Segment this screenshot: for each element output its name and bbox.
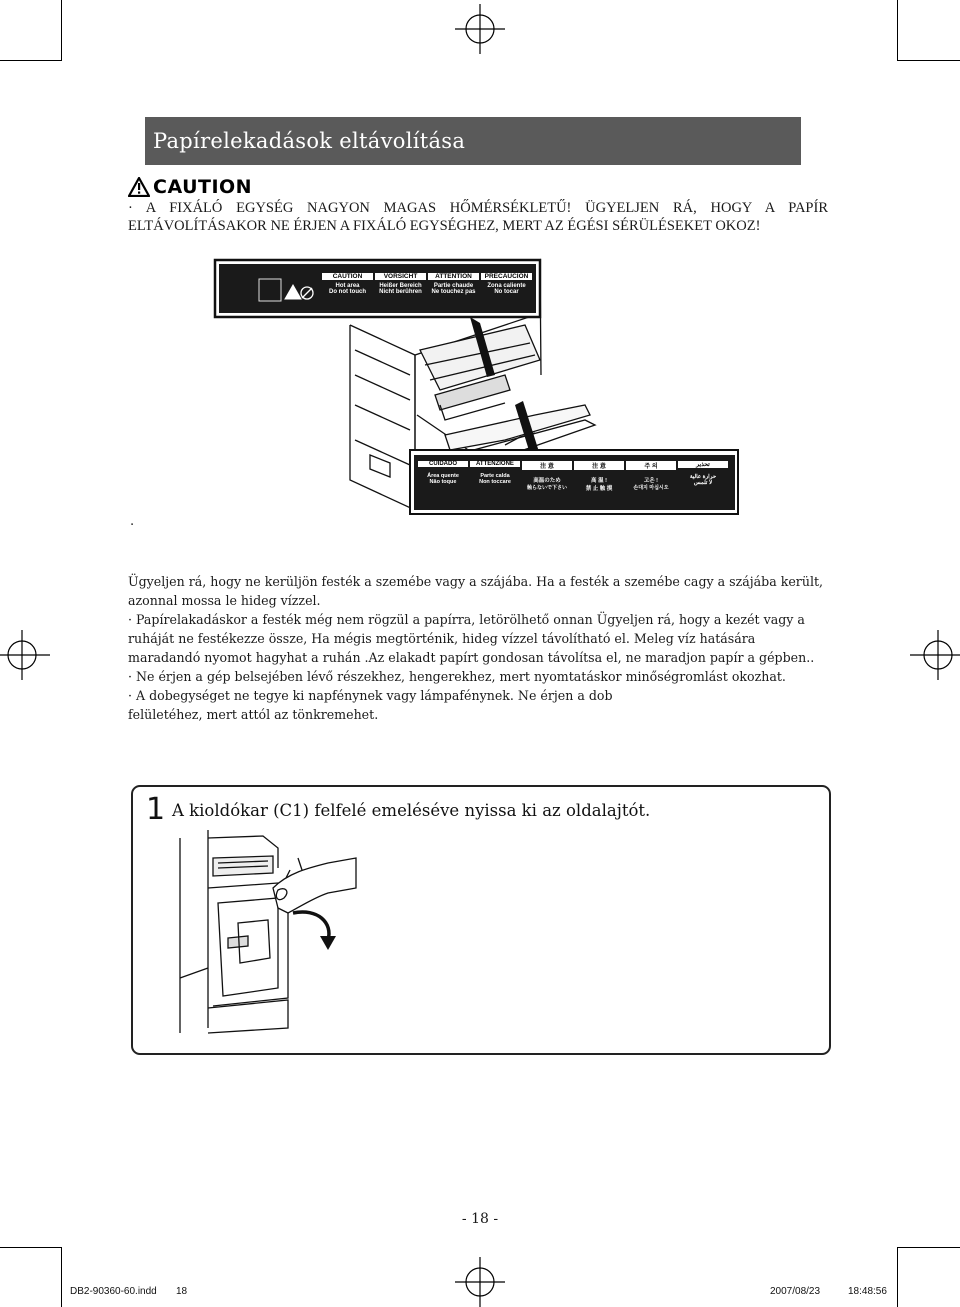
section-title: Papírelekadások eltávolítása xyxy=(145,117,801,165)
crop-mark xyxy=(897,1247,898,1307)
top-label-line1: Partie chaude xyxy=(433,283,474,289)
bottom-label-line1: حرارة عالية xyxy=(689,474,717,480)
body-paragraph: · A dobegységet ne tegye ki napfénynek vagy lámpafénynek. Ne érjen a dob felületéhez, mert attól az tönkremehet. xyxy=(128,688,613,722)
crop-mark xyxy=(61,0,62,60)
bottom-label-columns xyxy=(418,461,728,505)
body-text xyxy=(128,572,828,724)
bottom-label-col xyxy=(626,461,676,505)
crop-mark xyxy=(0,60,62,61)
top-label-line1: Hot area xyxy=(335,283,360,289)
bottom-label-header: 注 意 xyxy=(574,461,624,470)
top-label-line1: Zona caliente xyxy=(487,283,526,289)
side-door-illustration xyxy=(178,828,358,1038)
bottom-label-line2: 禁 止 触 摸 xyxy=(585,486,613,492)
bottom-label-header: CUIDADO xyxy=(418,461,468,467)
top-label-col xyxy=(322,273,373,309)
bottom-label-header: تحذير xyxy=(678,461,728,468)
top-label-col xyxy=(481,273,532,309)
bottom-label-header: ATTENZIONE xyxy=(470,461,520,467)
crop-mark xyxy=(897,1247,960,1248)
top-label-line2: Ne touchez pas xyxy=(431,289,476,295)
bottom-label-line2: Non toccare xyxy=(479,479,511,485)
stray-dot: . xyxy=(130,514,135,529)
bottom-label-col xyxy=(418,461,468,505)
bottom-label-line1: 고온 ! xyxy=(644,478,658,484)
bottom-label-line1: Área quente xyxy=(427,473,459,479)
registration-mark-left xyxy=(0,630,50,680)
top-label-line2: Nicht berühren xyxy=(379,289,422,295)
footer-date: 2007/08/23 xyxy=(770,1286,821,1297)
bottom-label-line1: 高 温 ! xyxy=(591,478,607,484)
registration-mark-bottom xyxy=(455,1257,505,1307)
bottom-label-col xyxy=(522,461,572,505)
top-label-header: CAUTION xyxy=(322,273,373,280)
hot-surface-icon xyxy=(255,271,315,311)
top-label-line2: Do not touch xyxy=(329,289,366,295)
bottom-label-col xyxy=(470,461,520,505)
bottom-label-line1: Parte calda xyxy=(480,473,510,479)
bottom-label-line2: Não toque xyxy=(429,479,457,485)
bottom-label-line2: 触らないで下さい xyxy=(526,485,567,491)
step-number: 1 xyxy=(146,792,166,827)
registration-mark-top xyxy=(455,4,505,54)
bottom-label-header: 注 意 xyxy=(522,461,572,470)
body-paragraph: · Papírelakadáskor a festék még nem rögzül a papírra, letörölhető onnan Ügyeljen rá, hogy a kezét vagy a ruháját ne festékezze össze, Ha mégis megtörténik, hideg vízzel távolítható el. Meleg víz hatására maradandó nyomot hagyhat a ruhán .Az elakadt papírt gondosan távolítsa el, ne maradjon papír a gépben.. xyxy=(128,612,815,665)
bottom-label-line2: 손대지 마십시오 xyxy=(633,485,669,491)
footer-time: 18:48:56 xyxy=(848,1286,887,1297)
caution-text: · A FIXÁLÓ EGYSÉG NAGYON MAGAS HŐMÉRSÉKLETŰ! ÜGYELJEN RÁ, HOGY A PAPÍR ELTÁVOLÍTÁSAKOR NE ÉRJEN A FIXÁLÓ EGYSÉGHEZ, MERT AZ ÉGÉSI SÉRÜLÉSEKET OKOZ! xyxy=(128,200,828,234)
top-label-columns xyxy=(322,273,532,309)
crop-mark xyxy=(897,0,898,60)
crop-mark xyxy=(0,1247,62,1248)
page-number: - 18 - xyxy=(461,1211,499,1227)
crop-mark xyxy=(897,60,960,61)
caution-heading xyxy=(128,176,252,198)
top-label-line1: Heißer Bereich xyxy=(379,283,422,289)
top-label-header: VORSICHT xyxy=(375,273,426,280)
crop-mark xyxy=(61,1247,62,1307)
step-instruction: A kioldókar (C1) felfelé emelésév​e nyissa ki az oldalajtót. xyxy=(172,801,651,820)
body-paragraph: · Ne érjen a gép belsejében lévő részekhez, hengerekhez, mert nyomtatáskor minőségromlást okozhat. xyxy=(128,669,786,684)
bottom-label-col xyxy=(574,461,624,505)
top-label-header: PRECAUCIÓN xyxy=(481,273,532,280)
warning-triangle-icon xyxy=(128,177,150,197)
top-label-col xyxy=(375,273,426,309)
bottom-label-line1: 高温のため xyxy=(533,478,561,484)
bottom-label-col xyxy=(678,461,728,505)
bottom-label-header: 주 의 xyxy=(626,461,676,470)
registration-mark-right xyxy=(910,630,960,680)
body-paragraph: Ügyeljen rá, hogy ne kerüljön festék a szemébe vagy a szájába. Ha a festék a szemébe cagy a szájába került, azonnal mossa le hideg vízzel. xyxy=(128,574,824,608)
bottom-label-line2: لا تلمس xyxy=(693,480,713,486)
top-label-line2: No tocar xyxy=(494,289,519,295)
footer-file: DB2-90360-60.indd xyxy=(70,1286,157,1297)
footer-page: 18 xyxy=(176,1286,188,1297)
label-machine-pictogram xyxy=(255,271,315,311)
top-label-header: ATTENTION xyxy=(428,273,479,280)
caution-word: CAUTION xyxy=(153,176,253,198)
top-label-col xyxy=(428,273,479,309)
